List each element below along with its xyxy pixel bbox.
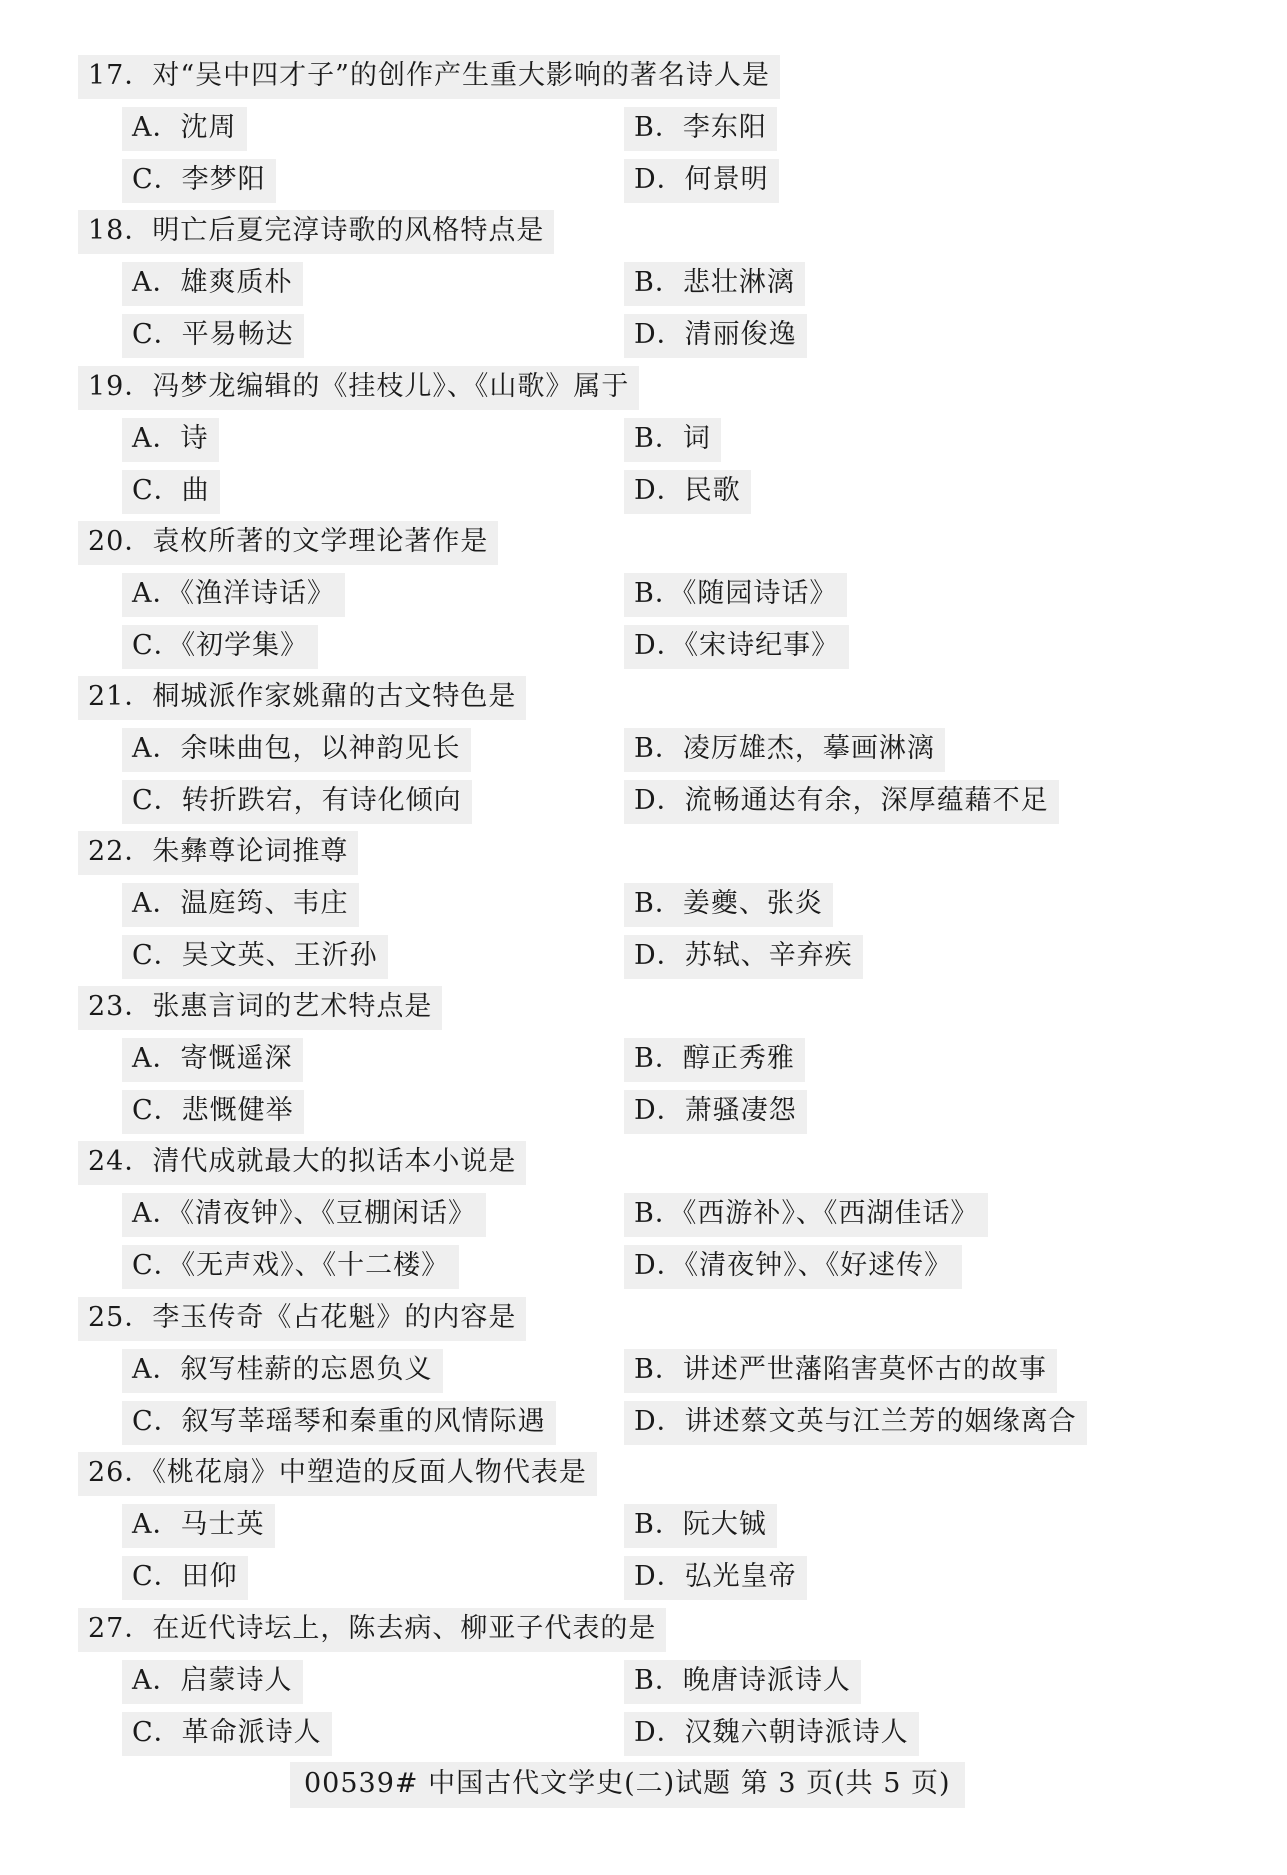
- option-d: D．流畅通达有余，深厚蕴藉不足: [624, 780, 1059, 824]
- option-d: D．弘光皇帝: [624, 1556, 807, 1600]
- option-a: A．《清夜钟》、《豆棚闲话》: [122, 1193, 486, 1237]
- question-stem: 27．在近代诗坛上，陈去病、柳亚子代表的是: [78, 1608, 666, 1652]
- option-c: C．革命派诗人: [122, 1712, 332, 1756]
- question-17: [0, 55, 1287, 211]
- question-27: [0, 1608, 1287, 1764]
- option-a: A．寄慨遥深: [122, 1038, 303, 1082]
- question-stem: 24．清代成就最大的拟话本小说是: [78, 1141, 526, 1185]
- option-a: A．诗: [122, 418, 219, 462]
- option-c: C．李梦阳: [122, 159, 276, 203]
- question-stem: 23．张惠言词的艺术特点是: [78, 986, 442, 1030]
- question-23: [0, 986, 1287, 1142]
- option-c: C．《无声戏》、《十二楼》: [122, 1245, 459, 1289]
- question-stem: 18．明亡后夏完淳诗歌的风格特点是: [78, 210, 554, 254]
- option-c: C．悲慨健举: [122, 1090, 304, 1134]
- question-18: [0, 210, 1287, 366]
- option-b: B．晚唐诗派诗人: [624, 1660, 861, 1704]
- option-b: B．《西游补》、《西湖佳话》: [624, 1193, 988, 1237]
- option-a: A．雄爽质朴: [122, 262, 303, 306]
- question-21: [0, 676, 1287, 832]
- footer-page-number: 00539# 中国古代文学史(二)试题 第 3 页(共 5 页): [290, 1762, 965, 1808]
- question-stem: 20．袁枚所著的文学理论著作是: [78, 521, 498, 565]
- option-d: D．《清夜钟》、《好逑传》: [624, 1245, 962, 1289]
- question-25: [0, 1297, 1287, 1453]
- option-b: B．讲述严世藩陷害莫怀古的故事: [624, 1349, 1057, 1393]
- option-a: A．马士英: [122, 1504, 275, 1548]
- option-c: C．《初学集》: [122, 625, 318, 669]
- question-20: [0, 521, 1287, 677]
- option-a: A．沈周: [122, 107, 247, 151]
- option-d: D．汉魏六朝诗派诗人: [624, 1712, 919, 1756]
- option-b: B．凌厉雄杰，摹画淋漓: [624, 728, 945, 772]
- question-22: [0, 831, 1287, 987]
- option-a: A．叙写桂薪的忘恩负义: [122, 1349, 443, 1393]
- option-a: A．温庭筠、韦庄: [122, 883, 359, 927]
- question-stem: 26．《桃花扇》中塑造的反面人物代表是: [78, 1452, 597, 1496]
- question-19: [0, 366, 1287, 522]
- question-stem: 25．李玉传奇《占花魁》的内容是: [78, 1297, 526, 1341]
- option-d: D．清丽俊逸: [624, 314, 807, 358]
- option-b: B．词: [624, 418, 721, 462]
- option-d: D．萧骚凄怨: [624, 1090, 807, 1134]
- option-d: D．苏轼、辛弃疾: [624, 935, 863, 979]
- question-stem: 17．对“吴中四才子”的创作产生重大影响的著名诗人是: [78, 55, 780, 99]
- page-footer: [0, 1762, 1287, 1812]
- option-b: B．《随园诗话》: [624, 573, 847, 617]
- option-d: D．何景明: [624, 159, 779, 203]
- option-d: D．讲述蔡文英与江兰芳的姻缘离合: [624, 1401, 1087, 1445]
- question-24: [0, 1141, 1287, 1297]
- option-a: A．《渔洋诗话》: [122, 573, 345, 617]
- option-b: B．姜夔、张炎: [624, 883, 833, 927]
- option-d: D．《宋诗纪事》: [624, 625, 849, 669]
- option-c: C．转折跌宕，有诗化倾向: [122, 780, 472, 824]
- option-c: C．叙写莘瑶琴和秦重的风情际遇: [122, 1401, 556, 1445]
- option-d: D．民歌: [624, 470, 751, 514]
- option-b: B．醇正秀雅: [624, 1038, 805, 1082]
- question-26: [0, 1452, 1287, 1608]
- option-c: C．平易畅达: [122, 314, 304, 358]
- option-a: A．余味曲包，以神韵见长: [122, 728, 471, 772]
- question-stem: 19．冯梦龙编辑的《挂枝儿》、《山歌》属于: [78, 366, 639, 410]
- option-b: B．悲壮淋漓: [624, 262, 805, 306]
- option-c: C．吴文英、王沂孙: [122, 935, 388, 979]
- question-stem: 21．桐城派作家姚鼐的古文特色是: [78, 676, 526, 720]
- option-c: C．田仰: [122, 1556, 248, 1600]
- option-c: C．曲: [122, 470, 220, 514]
- question-stem: 22．朱彝尊论词推尊: [78, 831, 358, 875]
- option-a: A．启蒙诗人: [122, 1660, 303, 1704]
- option-b: B．阮大铖: [624, 1504, 777, 1548]
- option-b: B．李东阳: [624, 107, 777, 151]
